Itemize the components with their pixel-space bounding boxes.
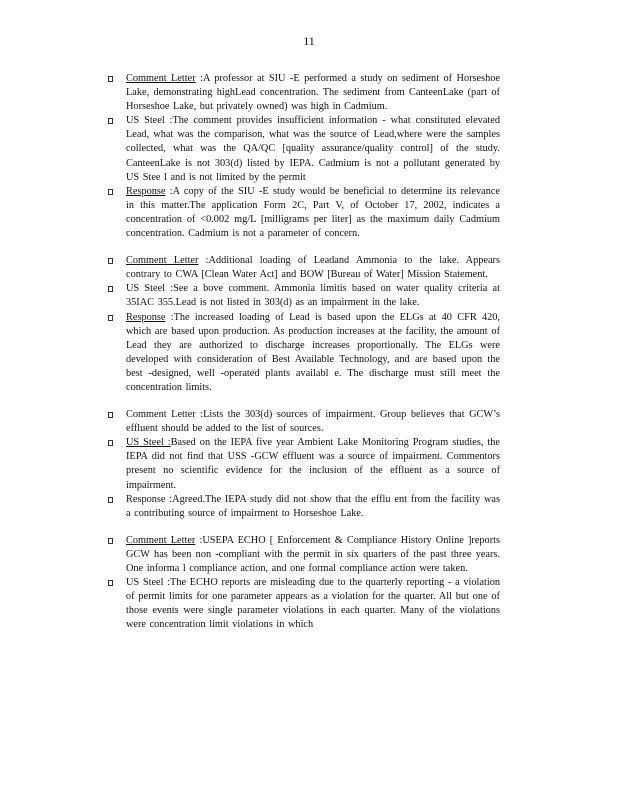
comment-group (108, 254, 500, 395)
bullet-item (108, 254, 500, 282)
bullet-item (108, 534, 500, 576)
item-text: :A professor at SIU -E performed a study on sediment of Horseshoe Lake, demonstrating highLead concentration. The sediment from CanteenLake (part of Horseshoe Lake, but privately owned) was high in Cadmium. (126, 73, 500, 113)
bullet-icon (108, 189, 113, 195)
bullet-item (108, 282, 500, 310)
document-body (108, 72, 500, 645)
item-text: Based on the IEPA five year Ambient Lake Monitoring Program studies, the IEPA did not find that USS -GCW effluent was a source of impairment. Commentors present no scientific evidence for the inclusion of the effluent as a source of impairment. (126, 437, 500, 491)
item-label: Response (126, 185, 166, 197)
item-text: :A copy of the SIU -E study would be beneficial to determine its relevance in this matter.The application Form 2C, Part V, of October 17, 2002, indicates a concentration of <0.002 mg/L [milligrams per liter] as the maximum daily Cadmium concentration. Cadmium is not a parameter of concern. (126, 185, 500, 240)
item-text: :The increased loading of Lead is based upon the ELGs at 40 CFR 420, which are based upon production. As production increases at the facility, the amount of Lead they are authorized to discharge increases proportionally. The ELGs were developed with consideration of Best Available Technology, and are based upon the best -designed, well -operated plants availabl e. The discharge must still meet the concentration limits. (126, 311, 500, 393)
bullet-icon (108, 118, 113, 124)
item-text: :Additional loading of Leadand Ammonia to the lake. Appears contrary to CWA [Clean Water Act] and BOW [Bureau of Water] Mission Statement. (126, 255, 500, 281)
bullet-icon (108, 76, 113, 82)
item-text: :USEPA ECHO [ Enforcement & Compliance History Online ]reports GCW has been non -compliant with the permit in six quarters of the past three years. One informa l compliance action, and one formal compliance action were taken. (126, 534, 500, 574)
bullet-icon (108, 440, 113, 446)
bullet-item (108, 493, 500, 521)
item-text: US Steel :See a bove comment. Ammonia limitis based on water quality criteria at 35IAC 355.Lead is not listed in 303(d) as an impairment in the lake. (126, 283, 500, 309)
bullet-item (108, 311, 500, 396)
bullet-item (108, 436, 500, 492)
bullet-icon (108, 497, 113, 503)
item-text: Comment Letter :Lists the 303(d) sources of impairment. Group believes that GCW’s effluent should be added to the list of sources. (126, 409, 500, 435)
bullet-icon (108, 580, 113, 586)
item-label: Comment Letter (126, 534, 196, 546)
bullet-item (108, 114, 500, 184)
page-number: 11 (303, 34, 315, 48)
comment-group (108, 534, 500, 633)
bullet-item (108, 408, 500, 436)
item-label: Response (126, 311, 166, 323)
bullet-icon (108, 315, 113, 321)
bullet-item (108, 576, 500, 632)
comment-group (108, 72, 500, 241)
item-text: Response :Agreed.The IEPA study did not show that the efflu ent from the facility was a contributing source of impairment to Horseshoe Lake. (126, 493, 500, 519)
item-label: US Steel : (126, 437, 171, 449)
item-label: Comment Letter (126, 73, 196, 84)
bullet-item (108, 72, 500, 114)
bullet-icon (108, 538, 113, 544)
item-label: Comment Letter (126, 255, 199, 267)
item-text: US Steel :The comment provides insufficient information - what constituted elevated Lead, what was the comparison, what was the source of Lead,where were the samples collected, what was the QA/QC [quality assurance/quality control] of the study. CanteenLake is not 303(d) listed by IEPA. Cadmium is not a pollutant generated by US Stee l and is not limited by the permit (126, 115, 500, 183)
bullet-icon (108, 258, 113, 264)
bullet-icon (108, 412, 113, 418)
bullet-icon (108, 286, 113, 292)
bullet-item (108, 185, 500, 241)
comment-group (108, 408, 500, 521)
item-text: US Steel :The ECHO reports are misleading due to the quarterly reporting - a violation of permit limits for one parameter appears as a violation for the quarter. All but one of those events were single parameter violations in each quarter. Many of the violations were concentration limit violations in which (126, 577, 500, 631)
